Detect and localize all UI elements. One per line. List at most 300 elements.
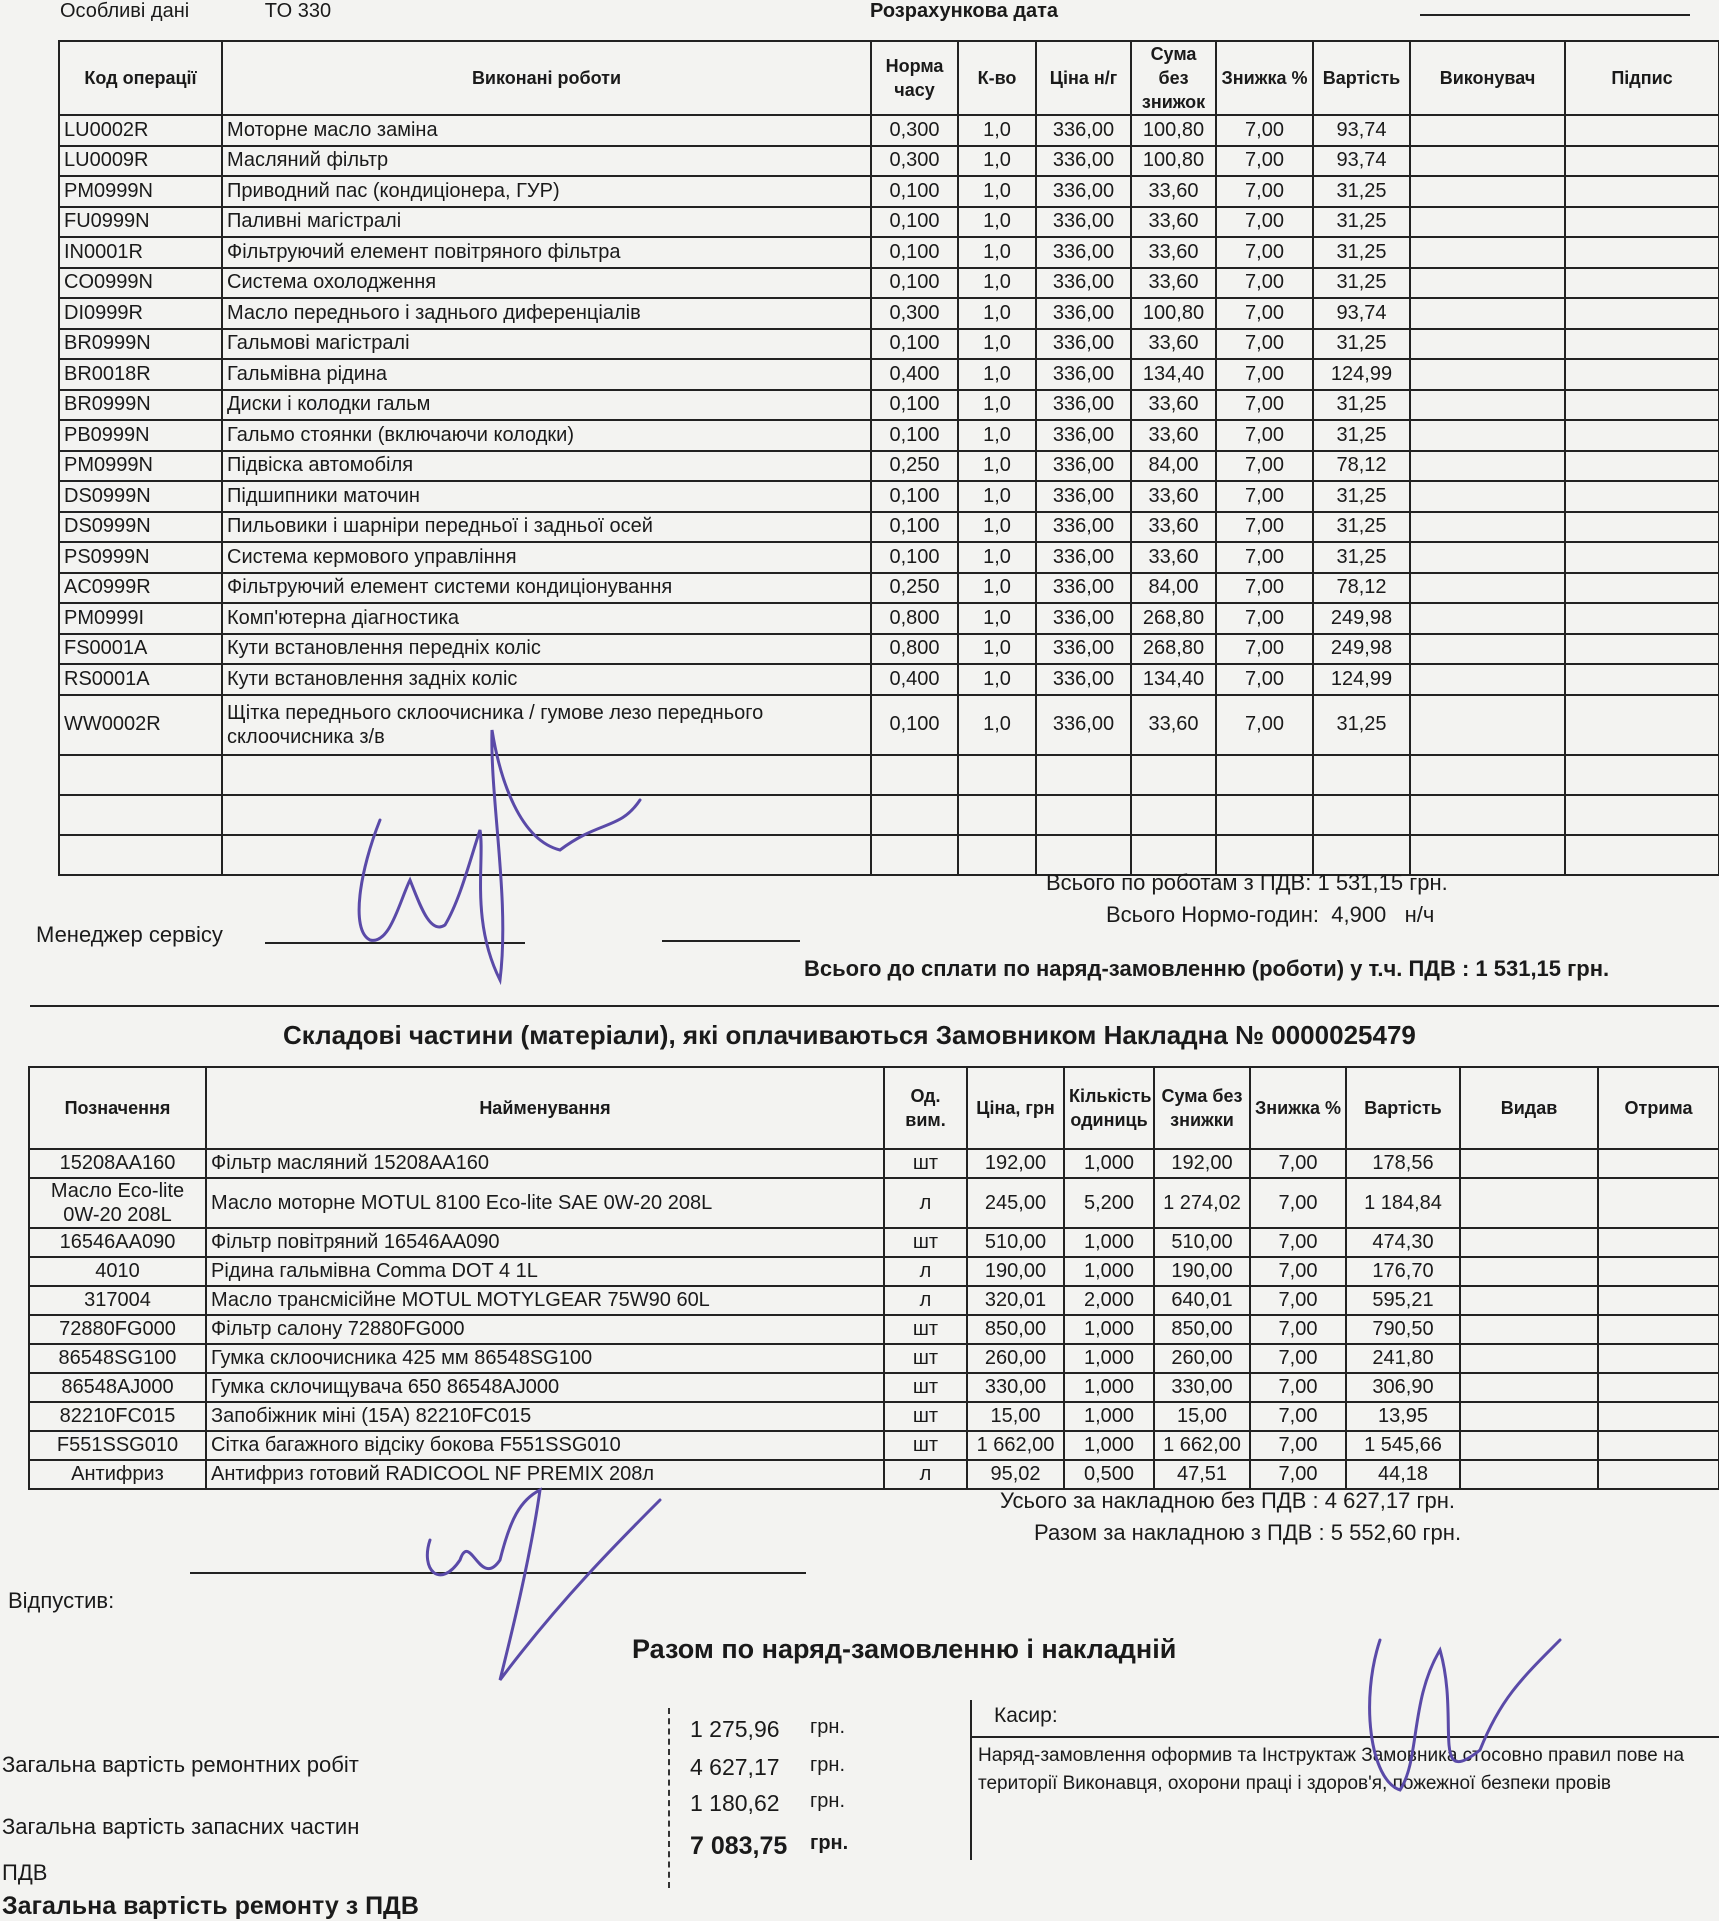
table-cell: 320,01 — [967, 1286, 1064, 1315]
table-cell: 192,00 — [967, 1149, 1064, 1178]
table-cell: 33,60 — [1131, 329, 1216, 360]
table-cell: 595,21 — [1346, 1286, 1460, 1315]
table-cell: BR0999N — [59, 329, 222, 360]
col-header: Од. вим. — [884, 1067, 967, 1149]
table-cell: 7,00 — [1250, 1286, 1346, 1315]
table-cell: 1,0 — [958, 420, 1036, 451]
table-cell: 33,60 — [1131, 512, 1216, 543]
table-cell: Підшипники маточин — [222, 481, 871, 512]
table-cell: 1 184,84 — [1346, 1178, 1460, 1228]
table-cell: шт — [884, 1431, 967, 1460]
table-cell: л — [884, 1178, 967, 1228]
table-cell: 15208AA160 — [29, 1149, 206, 1178]
table-cell: 7,00 — [1250, 1315, 1346, 1344]
total-works-value: 1 531,15 грн. — [1317, 870, 1448, 895]
table-cell: 0,100 — [871, 512, 958, 543]
sum-no-vat-value: 4 627,17 грн. — [1324, 1488, 1456, 1513]
table-cell: 178,56 — [1346, 1149, 1460, 1178]
summary-label-total: Загальна вартість ремонту з ПДВ — [2, 1892, 419, 1920]
table-cell: FS0001A — [59, 634, 222, 665]
table-cell: 0,400 — [871, 664, 958, 695]
table-cell: 31,25 — [1313, 176, 1410, 207]
table-cell: 33,60 — [1131, 207, 1216, 238]
table-cell: 93,74 — [1313, 298, 1410, 329]
table-cell: 0,800 — [871, 634, 958, 665]
col-header: Ціна, грн — [967, 1067, 1064, 1149]
table-cell: 84,00 — [1131, 451, 1216, 482]
table-cell: 33,60 — [1131, 542, 1216, 573]
table-cell: 44,18 — [1346, 1460, 1460, 1489]
col-header: Ціна н/г — [1036, 41, 1131, 115]
table-cell: Масло переднього і заднього диференціалів — [222, 298, 871, 329]
table-cell: 336,00 — [1036, 420, 1131, 451]
table-cell: Паливні магістралі — [222, 207, 871, 238]
table-cell: 190,00 — [967, 1257, 1064, 1286]
table-cell: Гальмо стоянки (включаючи колодки) — [222, 420, 871, 451]
table-cell: 7,00 — [1216, 542, 1313, 573]
table-cell: 0,100 — [871, 390, 958, 421]
total-hours-value: 4,900 — [1331, 902, 1387, 927]
col-header: Кількість одиниць — [1064, 1067, 1154, 1149]
table-cell: Приводний пас (кондиціонера, ГУР) — [222, 176, 871, 207]
table-cell: 510,00 — [1154, 1228, 1250, 1257]
table-cell: 31,25 — [1313, 268, 1410, 299]
col-header: Вартість — [1313, 41, 1410, 115]
table-cell: 13,95 — [1346, 1402, 1460, 1431]
table-cell: PM0999N — [59, 176, 222, 207]
table-cell: 1,0 — [958, 115, 1036, 146]
currency-label: грн. — [810, 1754, 846, 1776]
table-cell: Рідина гальмівна Comma DOT 4 1L — [206, 1257, 884, 1286]
table-cell: PB0999N — [59, 420, 222, 451]
table-cell: 1,0 — [958, 451, 1036, 482]
table-cell: 7,00 — [1216, 146, 1313, 177]
col-header: К-во — [958, 41, 1036, 115]
col-header: Сума без знижки — [1154, 1067, 1250, 1149]
table-cell: 1,0 — [958, 542, 1036, 573]
table-cell: 100,80 — [1131, 115, 1216, 146]
summary-label-works: Загальна вартість ремонтних робіт — [2, 1752, 359, 1777]
col-header: Видав — [1460, 1067, 1598, 1149]
table-cell: 7,00 — [1216, 451, 1313, 482]
table-cell: Диски і колодки гальм — [222, 390, 871, 421]
table-cell: 33,60 — [1131, 237, 1216, 268]
table-cell: 16546AA090 — [29, 1228, 206, 1257]
table-cell: WW0002R — [59, 695, 222, 755]
table-cell: Система кермового управління — [222, 542, 871, 573]
table-cell: 336,00 — [1036, 298, 1131, 329]
table-cell: 7,00 — [1250, 1402, 1346, 1431]
table-cell: F551SSG010 — [29, 1431, 206, 1460]
table-cell: 33,60 — [1131, 481, 1216, 512]
table-cell: Гальмівна рідина — [222, 359, 871, 390]
table-cell: 7,00 — [1216, 207, 1313, 238]
col-header: Код операції — [59, 41, 222, 115]
table-cell: PM0999N — [59, 451, 222, 482]
table-cell: 72880FG000 — [29, 1315, 206, 1344]
col-header: Підпис — [1565, 41, 1719, 115]
table-cell: 336,00 — [1036, 115, 1131, 146]
table-cell: шт — [884, 1228, 967, 1257]
table-cell: 336,00 — [1036, 542, 1131, 573]
col-header: Сума без знижок — [1131, 41, 1216, 115]
table-cell: 0,250 — [871, 573, 958, 604]
table-cell: 0,100 — [871, 207, 958, 238]
summary-label-parts: Загальна вартість запасних частин — [2, 1814, 360, 1839]
table-cell: 1,0 — [958, 146, 1036, 177]
table-cell: 7,00 — [1216, 176, 1313, 207]
col-header: Найменування — [206, 1067, 884, 1149]
table-cell: Антифриз — [29, 1460, 206, 1489]
table-cell: 31,25 — [1313, 390, 1410, 421]
currency-label: грн. — [810, 1716, 846, 1738]
table-cell: Фільтр повітряний 16546AA090 — [206, 1228, 884, 1257]
table-cell: DS0999N — [59, 512, 222, 543]
table-cell: 7,00 — [1216, 603, 1313, 634]
table-cell: 1 662,00 — [967, 1431, 1064, 1460]
table-cell: 7,00 — [1216, 481, 1313, 512]
table-cell: 336,00 — [1036, 481, 1131, 512]
table-cell: 336,00 — [1036, 207, 1131, 238]
table-cell: 31,25 — [1313, 329, 1410, 360]
table-cell: 260,00 — [1154, 1344, 1250, 1373]
table-cell: 82210FC015 — [29, 1402, 206, 1431]
table-cell: 336,00 — [1036, 268, 1131, 299]
table-cell: Масло Eco-lite 0W-20 208L — [29, 1178, 206, 1228]
table-cell: 7,00 — [1216, 390, 1313, 421]
table-cell: 336,00 — [1036, 359, 1131, 390]
table-cell: 1,0 — [958, 634, 1036, 665]
table-cell: 336,00 — [1036, 695, 1131, 755]
released-label: Відпустив: — [8, 1588, 115, 1613]
table-cell: AC0999R — [59, 573, 222, 604]
table-cell: 330,00 — [967, 1373, 1064, 1402]
table-cell: 7,00 — [1250, 1178, 1346, 1228]
table-cell: 7,00 — [1250, 1257, 1346, 1286]
table-cell: 336,00 — [1036, 146, 1131, 177]
table-cell: 7,00 — [1216, 115, 1313, 146]
table-cell: 78,12 — [1313, 573, 1410, 604]
table-cell: 7,00 — [1216, 420, 1313, 451]
parts-title: Складові частини (матеріали), які оплачиваються Замовником Накладна № 0000025479 — [283, 1020, 1416, 1050]
table-cell: 7,00 — [1250, 1228, 1346, 1257]
table-cell: 0,300 — [871, 298, 958, 329]
table-cell: 1,0 — [958, 573, 1036, 604]
table-cell: 0,300 — [871, 115, 958, 146]
manager-label: Менеджер сервісу — [36, 922, 223, 947]
col-header: Виконувач — [1410, 41, 1565, 115]
table-cell: 7,00 — [1216, 573, 1313, 604]
table-cell: 0,100 — [871, 237, 958, 268]
table-cell: 1 545,66 — [1346, 1431, 1460, 1460]
table-cell: 7,00 — [1216, 664, 1313, 695]
table-cell: шт — [884, 1344, 967, 1373]
table-cell: 31,25 — [1313, 237, 1410, 268]
table-cell: 336,00 — [1036, 603, 1131, 634]
currency-label: грн. — [810, 1832, 849, 1854]
instruction-note: Наряд-замовлення оформив та Інструктаж Замовника стосовно правил пове на території Виконавця, охорони праці і здоров'я, пожежної безпеки провів — [978, 1745, 1685, 1794]
table-cell: DS0999N — [59, 481, 222, 512]
table-cell: Пильовики і шарніри передньої і задньої осей — [222, 512, 871, 543]
table-cell: 176,70 — [1346, 1257, 1460, 1286]
cashier-signature — [1370, 1640, 1560, 1790]
cashier-label: Касир: — [994, 1704, 1058, 1727]
table-cell: 1 662,00 — [1154, 1431, 1250, 1460]
table-cell: Кути встановлення задніх коліс — [222, 664, 871, 695]
table-cell: 7,00 — [1250, 1149, 1346, 1178]
table-cell: 134,40 — [1131, 359, 1216, 390]
table-cell: 336,00 — [1036, 664, 1131, 695]
table-cell: шт — [884, 1149, 967, 1178]
table-cell: 31,25 — [1313, 542, 1410, 573]
table-cell: 93,74 — [1313, 115, 1410, 146]
table-cell: 249,98 — [1313, 634, 1410, 665]
table-cell: RS0001A — [59, 664, 222, 695]
table-cell: 850,00 — [967, 1315, 1064, 1344]
table-cell: 95,02 — [967, 1460, 1064, 1489]
table-cell: 7,00 — [1216, 329, 1313, 360]
table-cell: 86548SG100 — [29, 1344, 206, 1373]
table-cell: 7,00 — [1216, 634, 1313, 665]
col-header: Позначення — [29, 1067, 206, 1149]
table-cell: Підвіска автомобіля — [222, 451, 871, 482]
table-cell: 7,00 — [1216, 359, 1313, 390]
table-cell: 474,30 — [1346, 1228, 1460, 1257]
table-cell: 317004 — [29, 1286, 206, 1315]
col-header: Норма часу — [871, 41, 958, 115]
sum-no-vat-label: Усього за накладною без ПДВ : — [1000, 1488, 1319, 1513]
table-cell: 86548AJ000 — [29, 1373, 206, 1402]
table-cell: BR0018R — [59, 359, 222, 390]
table-cell: Система охолодження — [222, 268, 871, 299]
table-cell: 33,60 — [1131, 176, 1216, 207]
currency-label: грн. — [810, 1790, 846, 1812]
table-cell: 1,000 — [1064, 1257, 1154, 1286]
table-cell: шт — [884, 1402, 967, 1431]
table-cell: Щітка переднього склоочисника / гумове лезо переднього склоочисника з/в — [222, 695, 871, 755]
table-cell: 1,0 — [958, 664, 1036, 695]
table-cell: 1,000 — [1064, 1373, 1154, 1402]
table-cell: 336,00 — [1036, 451, 1131, 482]
table-cell: 33,60 — [1131, 268, 1216, 299]
released-signature — [427, 1490, 660, 1680]
table-cell: 15,00 — [1154, 1402, 1250, 1431]
table-cell: 7,00 — [1216, 298, 1313, 329]
table-cell: Гумка склочищувача 650 86548AJ000 — [206, 1373, 884, 1402]
col-header: Виконані роботи — [222, 41, 871, 115]
table-cell: 2,000 — [1064, 1286, 1154, 1315]
table-cell: PS0999N — [59, 542, 222, 573]
table-cell: Фільтруючий елемент системи кондиціонування — [222, 573, 871, 604]
table-cell: BR0999N — [59, 390, 222, 421]
table-cell: шт — [884, 1373, 967, 1402]
table-cell: 336,00 — [1036, 573, 1131, 604]
col-header: Отрима — [1598, 1067, 1719, 1149]
table-cell: Моторне масло заміна — [222, 115, 871, 146]
table-cell: 336,00 — [1036, 512, 1131, 543]
summary-value-total: 7 083,75 — [690, 1832, 788, 1860]
summary-value-works: 1 275,96 — [690, 1716, 780, 1742]
table-cell: 336,00 — [1036, 237, 1131, 268]
table-cell: 93,74 — [1313, 146, 1410, 177]
table-cell: 15,00 — [967, 1402, 1064, 1431]
table-cell: 1,0 — [958, 390, 1036, 421]
table-cell: 100,80 — [1131, 146, 1216, 177]
table-cell: 260,00 — [967, 1344, 1064, 1373]
table-cell: шт — [884, 1315, 967, 1344]
table-cell: LU0002R — [59, 115, 222, 146]
table-cell: 124,99 — [1313, 359, 1410, 390]
table-cell: 0,800 — [871, 603, 958, 634]
table-cell: 84,00 — [1131, 573, 1216, 604]
col-header: Знижка % — [1250, 1067, 1346, 1149]
table-cell: 7,00 — [1216, 268, 1313, 299]
table-cell: 190,00 — [1154, 1257, 1250, 1286]
table-cell: 7,00 — [1250, 1460, 1346, 1489]
total-hours-label: Всього Нормо-годин: — [1106, 902, 1319, 927]
table-cell: Фільтр масляний 15208AA160 — [206, 1149, 884, 1178]
table-cell: 78,12 — [1313, 451, 1410, 482]
special-value: TO 330 — [264, 0, 332, 22]
total-hours-unit: н/ч — [1404, 902, 1435, 927]
table-cell: Комп'ютерна діагностика — [222, 603, 871, 634]
table-cell: 0,100 — [871, 268, 958, 299]
table-cell: 0,100 — [871, 481, 958, 512]
table-cell: 336,00 — [1036, 329, 1131, 360]
table-cell: 192,00 — [1154, 1149, 1250, 1178]
sum-vat-label: Разом за накладною з ПДВ : — [1034, 1520, 1325, 1545]
table-cell: 7,00 — [1250, 1373, 1346, 1402]
table-cell: 1 274,02 — [1154, 1178, 1250, 1228]
table-cell: 1,0 — [958, 603, 1036, 634]
manager-signature — [359, 730, 640, 980]
table-cell: 7,00 — [1216, 695, 1313, 755]
summary-title: Разом по наряд-замовленню і накладній — [632, 1634, 1177, 1664]
table-cell: Масло трансмісійне MOTUL MOTYLGEAR 75W90 60L — [206, 1286, 884, 1315]
table-cell: 7,00 — [1216, 237, 1313, 268]
table-cell: 0,100 — [871, 420, 958, 451]
col-header: Знижка % — [1216, 41, 1313, 115]
table-cell: Сітка багажного відсіку бокова F551SSG010 — [206, 1431, 884, 1460]
summary-value-parts: 4 627,17 — [690, 1754, 780, 1780]
sum-vat-value: 5 552,60 грн. — [1330, 1520, 1462, 1545]
table-cell: л — [884, 1286, 967, 1315]
table-cell: 0,100 — [871, 176, 958, 207]
table-cell: Запобіжник міні (15A) 82210FC015 — [206, 1402, 884, 1431]
col-header: Вартість — [1346, 1067, 1460, 1149]
table-cell: 268,80 — [1131, 634, 1216, 665]
table-cell: 4010 — [29, 1257, 206, 1286]
table-cell: 33,60 — [1131, 420, 1216, 451]
special-label: Особливі дані — [60, 0, 190, 22]
table-cell: 47,51 — [1154, 1460, 1250, 1489]
table-cell: Масляний фільтр — [222, 146, 871, 177]
table-cell: 336,00 — [1036, 390, 1131, 421]
table-cell: 1,0 — [958, 298, 1036, 329]
table-cell: 306,90 — [1346, 1373, 1460, 1402]
table-cell: 7,00 — [1250, 1431, 1346, 1460]
table-cell: 0,300 — [871, 146, 958, 177]
total-works-label: Всього по роботам з ПДВ: — [1046, 870, 1312, 895]
summary-value-vat: 1 180,62 — [690, 1790, 780, 1816]
table-cell: 1,000 — [1064, 1315, 1154, 1344]
table-cell: л — [884, 1460, 967, 1489]
table-cell: 1,000 — [1064, 1402, 1154, 1431]
table-cell: Фільтр салону 72880FG000 — [206, 1315, 884, 1344]
table-cell: 31,25 — [1313, 207, 1410, 238]
table-cell: 0,100 — [871, 329, 958, 360]
table-cell: л — [884, 1257, 967, 1286]
table-cell: 1,0 — [958, 207, 1036, 238]
table-cell: 1,000 — [1064, 1344, 1154, 1373]
table-cell: 790,50 — [1346, 1315, 1460, 1344]
table-cell: 245,00 — [967, 1178, 1064, 1228]
table-cell: 268,80 — [1131, 603, 1216, 634]
summary-label-vat: ПДВ — [2, 1860, 48, 1885]
table-cell: FU0999N — [59, 207, 222, 238]
table-cell: 249,98 — [1313, 603, 1410, 634]
table-cell: 31,25 — [1313, 481, 1410, 512]
table-cell: 124,99 — [1313, 664, 1410, 695]
calc-date-label: Розрахункова дата — [870, 0, 1059, 22]
table-cell: 1,0 — [958, 237, 1036, 268]
table-cell: 1,0 — [958, 176, 1036, 207]
table-cell: Гальмові магістралі — [222, 329, 871, 360]
table-cell: 1,0 — [958, 481, 1036, 512]
table-cell: Антифриз готовий RADICOOL NF PREMIX 208л — [206, 1460, 884, 1489]
table-cell: 0,400 — [871, 359, 958, 390]
table-cell: 1,0 — [958, 268, 1036, 299]
table-cell: 7,00 — [1216, 512, 1313, 543]
table-cell: 336,00 — [1036, 634, 1131, 665]
table-cell: CO0999N — [59, 268, 222, 299]
table-cell: 1,000 — [1064, 1228, 1154, 1257]
table-cell: Гумка склоочисника 425 мм 86548SG100 — [206, 1344, 884, 1373]
table-cell: 330,00 — [1154, 1373, 1250, 1402]
table-cell: 134,40 — [1131, 664, 1216, 695]
table-cell: 640,01 — [1154, 1286, 1250, 1315]
table-cell: 1,0 — [958, 695, 1036, 755]
table-cell: 100,80 — [1131, 298, 1216, 329]
table-cell: 31,25 — [1313, 420, 1410, 451]
table-cell: 336,00 — [1036, 176, 1131, 207]
table-cell: 33,60 — [1131, 695, 1216, 755]
table-cell: Кути встановлення передніх коліс — [222, 634, 871, 665]
table-cell: 0,500 — [1064, 1460, 1154, 1489]
table-cell: 1,0 — [958, 512, 1036, 543]
table-cell: 0,250 — [871, 451, 958, 482]
table-cell: IN0001R — [59, 237, 222, 268]
table-cell: 850,00 — [1154, 1315, 1250, 1344]
table-cell: 31,25 — [1313, 512, 1410, 543]
table-cell: 1,0 — [958, 329, 1036, 360]
table-cell: 1,000 — [1064, 1149, 1154, 1178]
table-cell: 31,25 — [1313, 695, 1410, 755]
table-cell: 241,80 — [1346, 1344, 1460, 1373]
table-cell: 33,60 — [1131, 390, 1216, 421]
table-cell: DI0999R — [59, 298, 222, 329]
table-cell: 1,0 — [958, 359, 1036, 390]
table-cell: 1,000 — [1064, 1431, 1154, 1460]
table-cell: PM0999I — [59, 603, 222, 634]
table-cell: LU0009R — [59, 146, 222, 177]
table-cell: 5,200 — [1064, 1178, 1154, 1228]
table-cell: Масло моторне MOTUL 8100 Eco-lite SAE 0W-20 208L — [206, 1178, 884, 1228]
table-cell: Фільтруючий елемент повітряного фільтра — [222, 237, 871, 268]
table-cell: 0,100 — [871, 695, 958, 755]
table-cell: 510,00 — [967, 1228, 1064, 1257]
table-cell: 7,00 — [1250, 1344, 1346, 1373]
